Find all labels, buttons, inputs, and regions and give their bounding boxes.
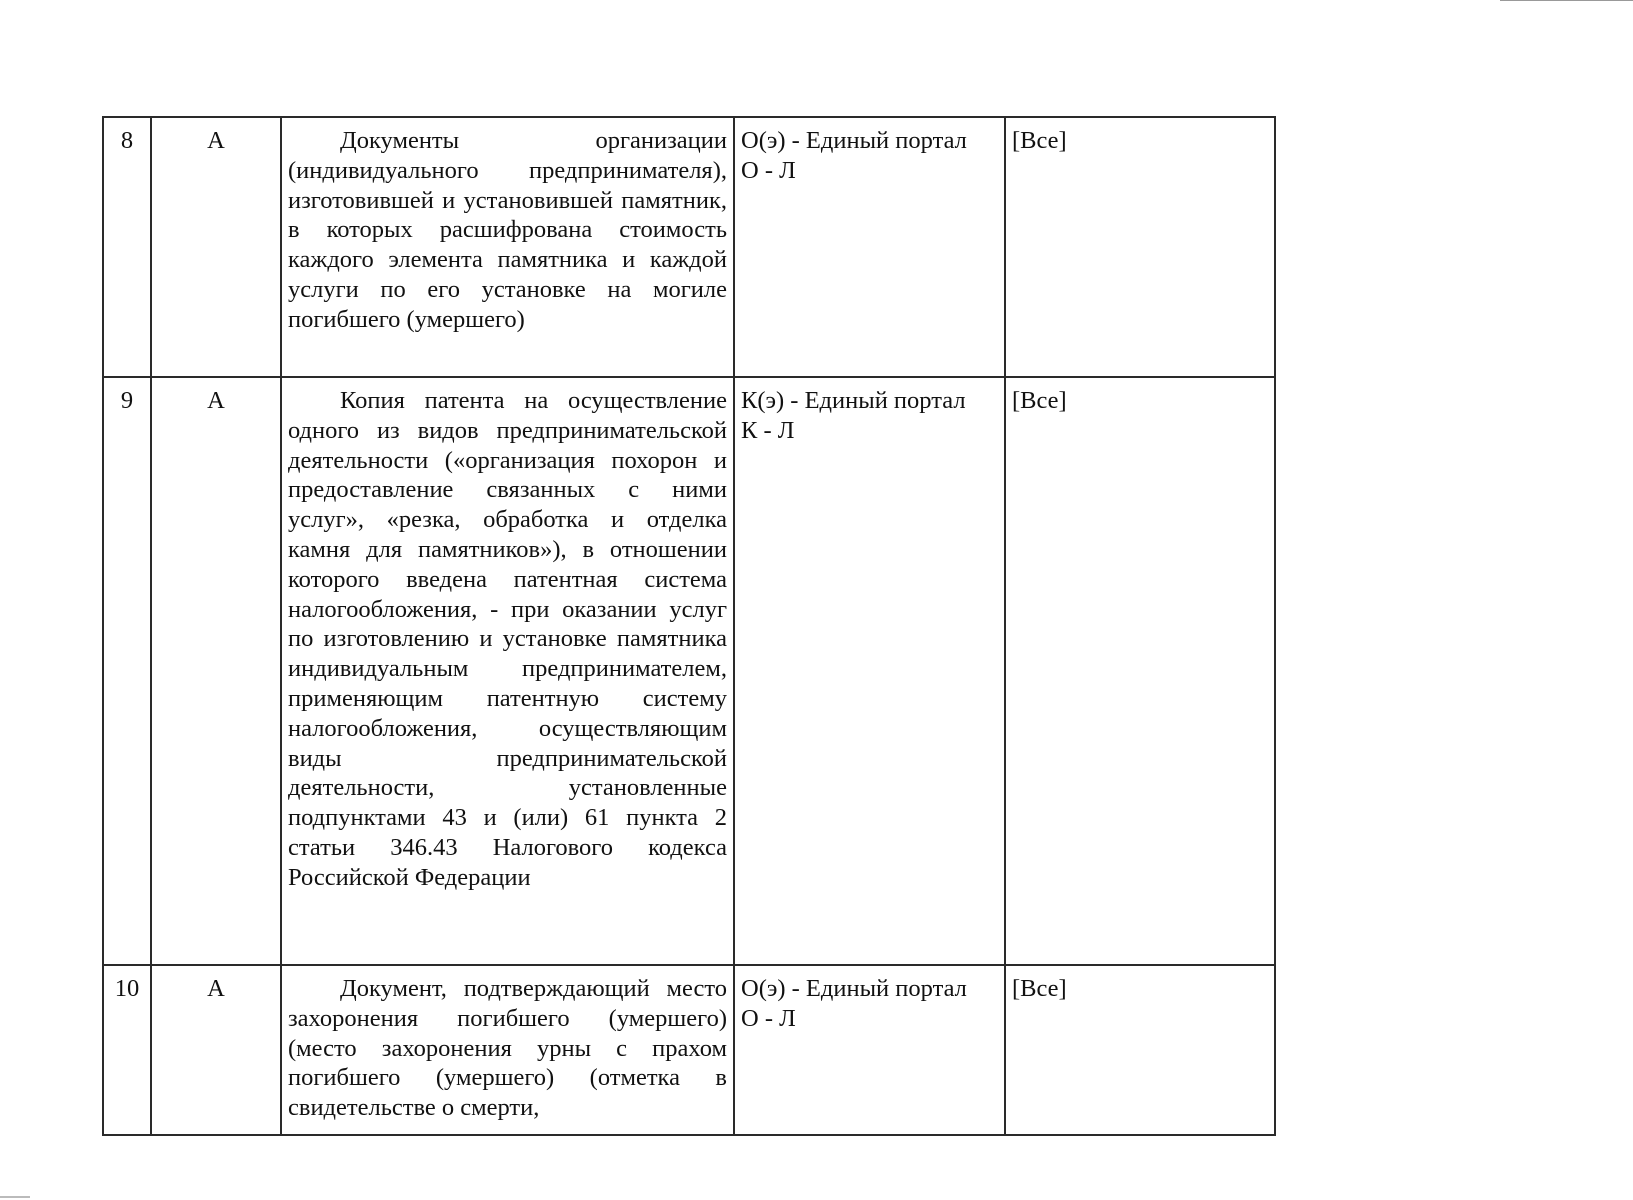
code-line-1: К(э) - Единый портал	[741, 387, 966, 414]
row-scope: [Все]	[1005, 965, 1275, 1135]
row-description-text: Документы организации (индивидуального предпринимателя), изготовившей и установившей памятник, в которых расшифрована стоимость каждого элемента памятника и каждой услуги по его установке на могиле погибшего (умершего)	[288, 127, 727, 333]
row-description	[281, 377, 734, 965]
row-number: 9	[103, 377, 151, 965]
row-description	[281, 117, 734, 377]
row-category: А	[151, 965, 281, 1135]
row-submission-code	[734, 377, 1005, 965]
scan-artifact-bottom-left	[0, 1196, 30, 1198]
code-line-2: К - Л	[741, 416, 795, 444]
code-line-1: О(э) - Единый портал	[741, 127, 967, 154]
row-category: А	[151, 117, 281, 377]
code-line-1: О(э) - Единый портал	[741, 975, 967, 1002]
code-line-2: О - Л	[741, 156, 796, 184]
table-row	[103, 117, 1275, 377]
documents-table	[102, 116, 1276, 1136]
row-category: А	[151, 377, 281, 965]
code-line-2: О - Л	[741, 1004, 796, 1032]
row-description-text: Документ, подтверждающий место захоронения погибшего (умершего) (место захоронения урны с прахом погибшего (умершего) (отметка в свидетельстве о смерти,	[288, 975, 727, 1122]
row-description	[281, 965, 734, 1135]
scan-artifact-top-right	[1500, 0, 1633, 1]
row-submission-code	[734, 965, 1005, 1135]
row-scope: [Все]	[1005, 377, 1275, 965]
row-number: 10	[103, 965, 151, 1135]
row-number: 8	[103, 117, 151, 377]
row-description-text: Копия патента на осуществление одного из видов предпринимательской деятельности («организация похорон и предоставление связанных с ними услуг», «резка, обработка и отделка камня для памятников»), в отношении которого введена патентная система налогообложения, - при оказании услуг по изготовлению и установке памятника индивидуальным предпринимателем, применяющим патентную систему налогообложения, осуществляющим виды предпринимательской деятельности, установленные подпунктами 43 и (или) 61 пункта 2 статьи 346.43 Налогового кодекса Российской Федерации	[288, 387, 727, 891]
table-row	[103, 377, 1275, 965]
row-scope: [Все]	[1005, 117, 1275, 377]
table-row	[103, 965, 1275, 1135]
row-submission-code	[734, 117, 1005, 377]
